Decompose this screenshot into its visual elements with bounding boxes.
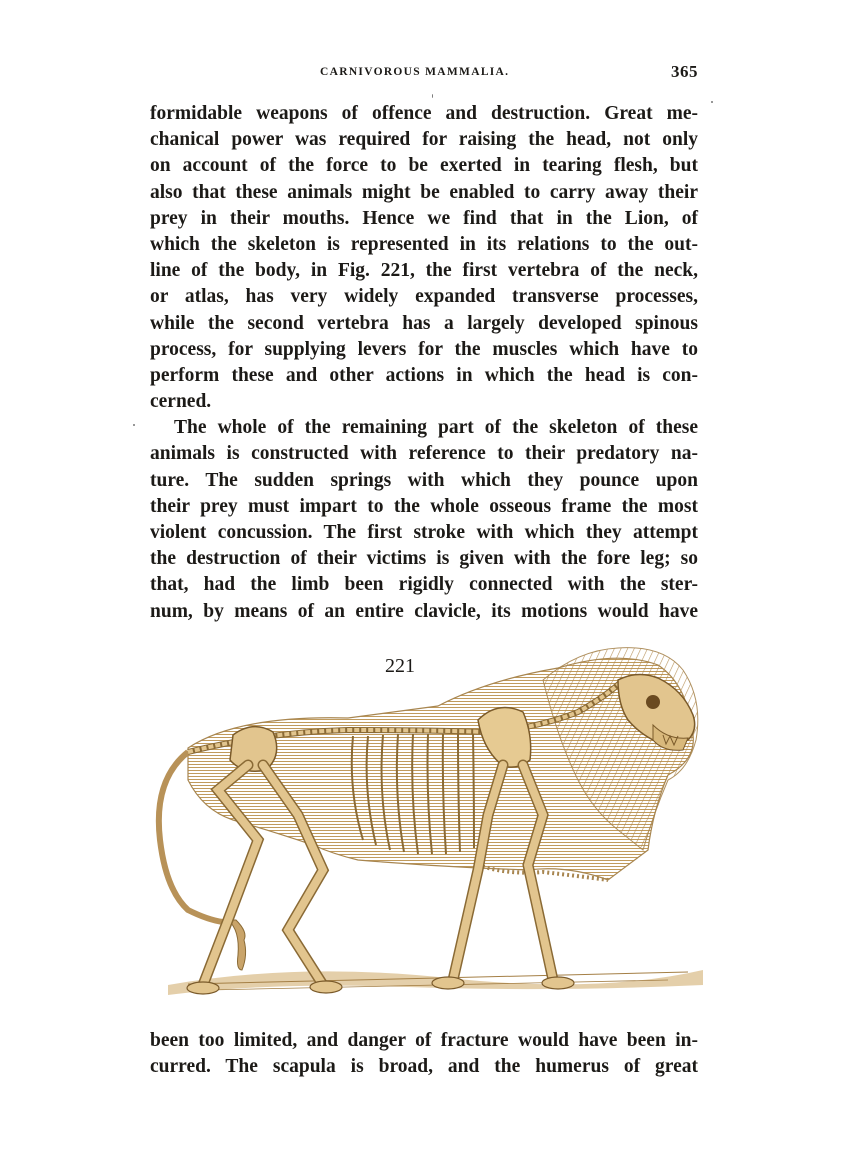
lion-skeleton-illustration <box>148 640 703 1015</box>
text-line: chanical power was required for raising the head, not only <box>150 129 698 151</box>
figure-number: 221 <box>385 655 415 677</box>
text-line: which the skeleton is represented in its relations to the out- <box>150 233 698 255</box>
text-line: curred. The scapula is broad, and the humerus of great <box>150 1056 698 1078</box>
paper-speck <box>133 424 135 426</box>
text-line: perform these and other actions in which the head is con- <box>150 364 698 386</box>
text-line: cerned. <box>150 391 212 413</box>
text-line: num, by means of an entire clavicle, its motions would have <box>150 600 698 622</box>
text-line: line of the body, in Fig. 221, the first vertebra of the neck, <box>150 260 698 282</box>
text-line: the destruction of their victims is given with the fore leg; so <box>150 548 698 570</box>
paper-speck <box>432 94 433 98</box>
running-head <box>150 64 698 86</box>
text-line: while the second vertebra has a largely developed spinous <box>150 312 698 334</box>
running-title: CARNIVOROUS MAMMALIA. <box>320 66 510 78</box>
text-line: process, for supplying levers for the muscles which have to <box>150 338 698 360</box>
body-text-bottom <box>150 1028 698 1080</box>
text-line: animals is constructed with reference to their predatory na- <box>150 443 698 465</box>
text-line: their prey must impart to the whole osseous frame the most <box>150 495 698 517</box>
text-line: ture. The sudden springs with which they pounce upon <box>150 469 698 491</box>
body-text-top <box>150 101 698 625</box>
text-line: prey in their mouths. Hence we find that in the Lion, of <box>150 207 698 229</box>
text-line: formidable weapons of offence and destruction. Great me- <box>150 103 698 124</box>
text-line: or atlas, has very widely expanded transverse processes, <box>150 286 698 308</box>
text-line: also that these animals might be enabled to carry away their <box>150 181 698 203</box>
page-number: 365 <box>671 62 698 81</box>
lion-skeleton-figure <box>148 640 703 1015</box>
text-line: on account of the force to be exerted in tearing flesh, but <box>150 155 698 177</box>
text-line: been too limited, and danger of fracture would have been in- <box>150 1030 698 1051</box>
text-line: violent concussion. The first stroke with which they attempt <box>150 522 698 543</box>
text-line: that, had the limb been rigidly connected with the ster- <box>150 574 698 596</box>
text-line: The whole of the remaining part of the skeleton of these <box>174 417 698 439</box>
paper-speck <box>711 101 713 103</box>
